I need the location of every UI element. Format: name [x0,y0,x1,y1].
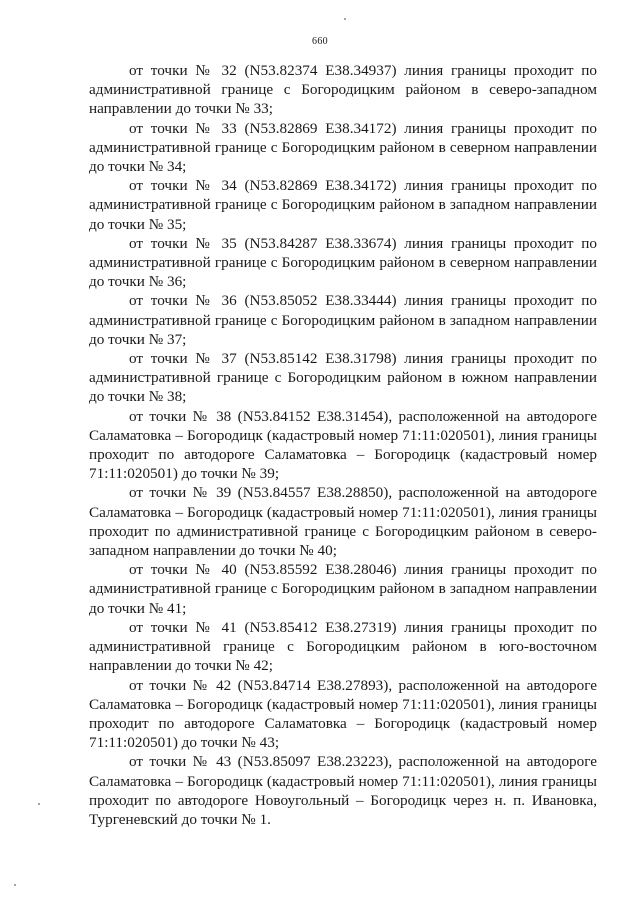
paragraph-boundary-point-40: от точки № 40 (N53.85592 E38.28046) линия границы проходит по административной границе с Богородицким районом в западном направлении до точки № 41; [89,561,597,617]
scan-speck [344,18,346,20]
paragraph-boundary-point-36: от точки № 36 (N53.85052 E38.33444) линия границы проходит по административной границе с Богородицким районом в западном направлении до точки № 37; [89,292,597,348]
paragraph-boundary-point-39: от точки № 39 (N53.84557 E38.28850), расположенной на автодороге Саламатовка – Богородицк (кадастровый номер 71:11:020501), линия границы проходит по административной границе с Богородицким районом в северо-западном направлении до точки № 40; [89,484,597,560]
paragraph-boundary-point-32: от точки № 32 (N53.82374 E38.34937) линия границы проходит по административной границе с Богородицким районом в северо-западном направлении до точки № 33; [89,62,597,118]
paragraph-boundary-point-34: от точки № 34 (N53.82869 E38.34172) линия границы проходит по административной границе с Богородицким районом в западном направлении до точки № 35; [89,177,597,233]
paragraph-boundary-point-33: от точки № 33 (N53.82869 E38.34172) линия границы проходит по административной границе с Богородицким районом в северном направлении до точки № 34; [89,119,597,176]
paragraph-boundary-point-41: от точки № 41 (N53.85412 E38.27319) линия границы проходит по административной границе с Богородицким районом в юго-восточном направлении до точки № 42; [89,618,597,675]
page-number: 660 [312,36,328,47]
paragraph-boundary-point-35: от точки № 35 (N53.84287 E38.33674) линия границы проходит по административной границе с Богородицким районом в северном направлении до точки № 36; [89,234,597,291]
paragraph-boundary-point-42: от точки № 42 (N53.84714 E38.27893), расположенной на автодороге Саламатовка – Богородицк (кадастровый номер 71:11:020501), линия границы проходит по автодороге Саламатовка – Богородицк (кадастровый номер 71:11:020501) до точки № 43; [89,676,597,752]
scan-speck [38,803,40,805]
paragraph-boundary-point-37: от точки № 37 (N53.85142 E38.31798) линия границы проходит по административной границе с Богородицким районом в южном направлении до точки № 38; [89,350,597,406]
document-body [89,61,597,829]
paragraph-boundary-point-38: от точки № 38 (N53.84152 E38.31454), расположенной на автодороге Саламатовка – Богородицк (кадастровый номер 71:11:020501), линия границы проходит по автодороге Саламатовка – Богородицк (кадастровый номер 71:11:020501) до точки № 39; [89,407,597,483]
scan-speck [14,884,16,886]
paragraph-boundary-point-43: от точки № 43 (N53.85097 E38.23223), расположенной на автодороге Саламатовка – Богородицк (кадастровый номер 71:11:020501), линия границы проходит по автодороге Новоугольный – Богородицк через н. п. Ивановка, Тургеневский до точки № 1. [89,753,597,828]
